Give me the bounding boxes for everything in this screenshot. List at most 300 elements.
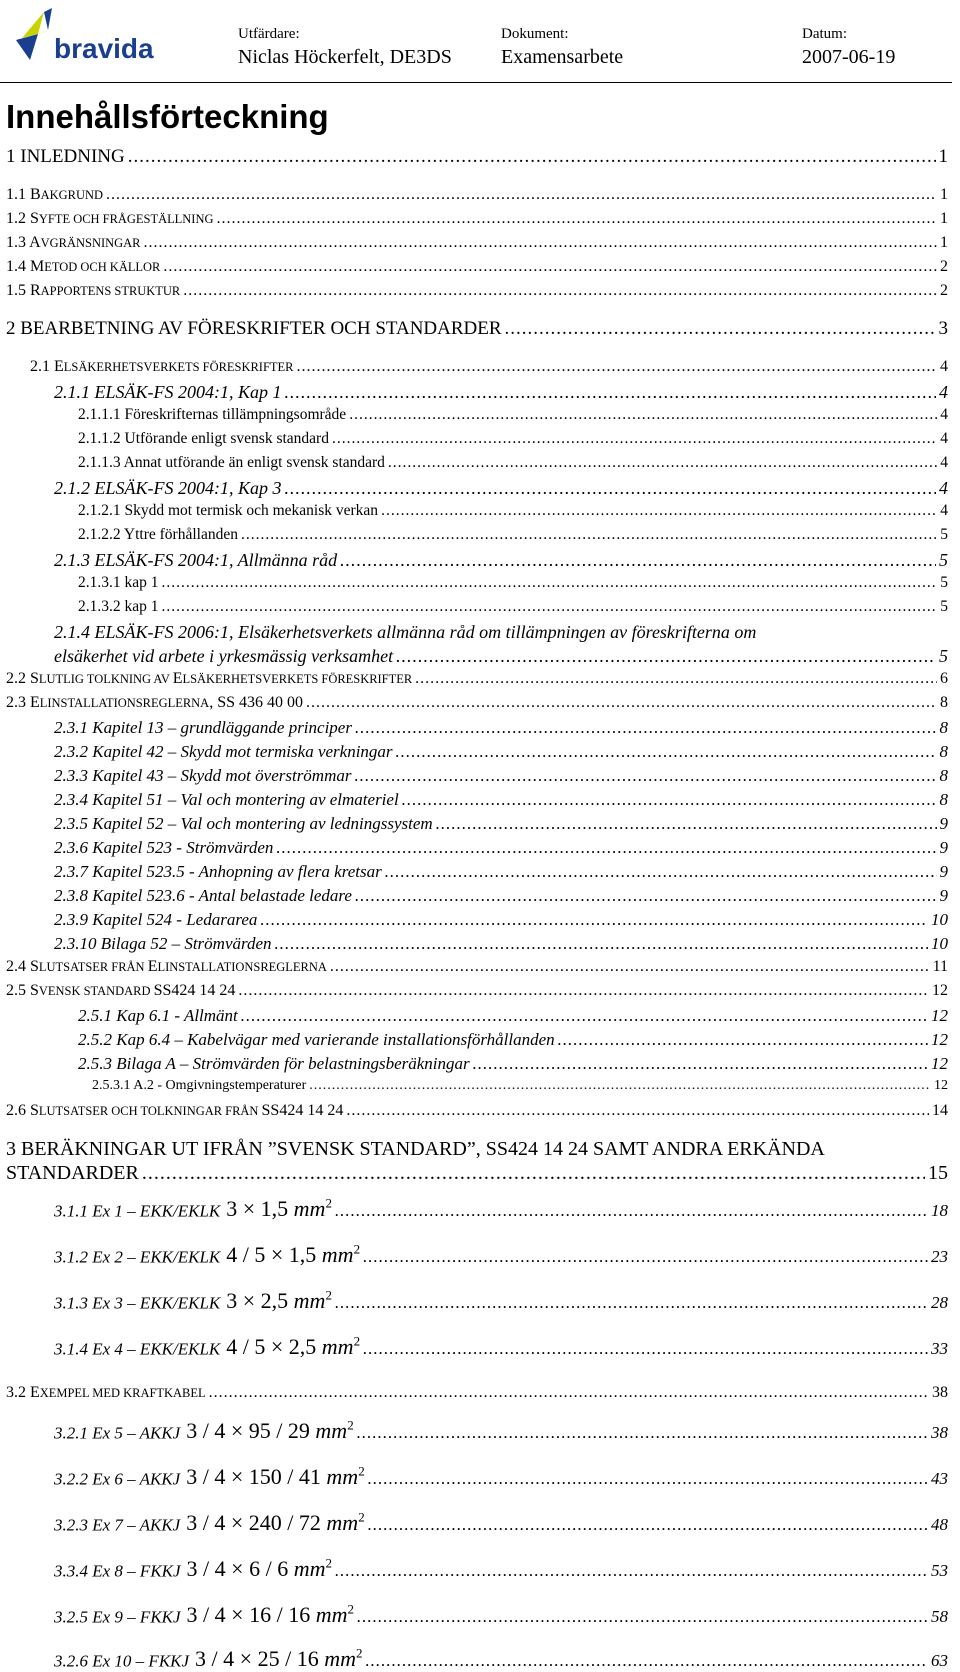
toc-entry[interactable] — [6, 258, 948, 276]
toc-entry-text: elsäkerhet vid arbete i yrkesmässig verksamhet — [54, 646, 394, 666]
toc-entry-label — [6, 670, 412, 688]
toc-entry[interactable] — [78, 430, 948, 448]
formula-area: 6 / 6 — [249, 1556, 289, 1582]
date-label: Datum: — [802, 26, 847, 42]
toc-entry-text: 1.2 S — [6, 210, 39, 227]
leader-dots — [473, 1054, 928, 1074]
toc-entry-text: 1.3 A — [6, 234, 41, 251]
toc-entry-label — [54, 766, 351, 786]
toc-entry-text: 2.3.8 Kapitel 523.6 - Antal belastade ledare — [54, 886, 352, 905]
document-block — [501, 26, 623, 70]
toc-entry[interactable] — [54, 382, 948, 403]
toc-entry[interactable] — [6, 670, 948, 688]
toc-entry[interactable] — [78, 1054, 948, 1074]
formula-unit: mm — [315, 1602, 348, 1628]
toc-entry[interactable] — [6, 210, 948, 228]
toc-entry[interactable] — [54, 550, 948, 571]
toc-page-number: 33 — [931, 1339, 948, 1359]
toc-page-number: 8 — [939, 742, 948, 761]
toc-entry[interactable] — [54, 1288, 948, 1314]
issuer-block — [238, 26, 452, 70]
toc-entry-label — [54, 1556, 332, 1582]
toc-entry-text: 2.1.2.1 Skydd mot termisk och mekanisk verkan — [78, 502, 379, 519]
toc-entry-label — [54, 550, 337, 571]
toc-entry[interactable] — [54, 1510, 948, 1536]
toc-entry-label — [78, 574, 159, 592]
toc-entry[interactable] — [54, 1646, 948, 1672]
toc-entry-label — [6, 186, 103, 204]
toc-page-number: 4 — [939, 478, 948, 498]
toc-entry[interactable] — [78, 454, 948, 472]
toc-page-number: 8 — [939, 766, 948, 785]
toc-entry-text: 2.1.3 ELSÄK-FS 2004:1, Allmänna råd — [54, 550, 338, 570]
toc-page-number: 5 — [940, 574, 948, 591]
cable-formula — [226, 1334, 360, 1359]
formula-conductors: 3 — [226, 1196, 238, 1222]
toc-page-number: 9 — [939, 838, 948, 857]
leader-dots — [363, 1339, 928, 1359]
leader-dots — [335, 1561, 928, 1581]
leader-dots — [385, 862, 937, 882]
leader-dots — [296, 358, 937, 376]
cable-formula — [226, 1288, 332, 1313]
toc-entry-label — [6, 958, 327, 976]
toc-entry-label — [54, 838, 273, 858]
toc-entry[interactable] — [54, 478, 948, 499]
toc-entry-label — [6, 982, 235, 1000]
toc-page-number: 11 — [932, 958, 948, 975]
formula-unit: mm — [321, 1242, 354, 1268]
toc-entry[interactable] — [6, 234, 948, 252]
leader-dots — [142, 1162, 925, 1185]
toc-entry-text: 2.1.2 ELSÄK-FS 2004:1, Kap 3 — [54, 478, 282, 498]
multiply-sign: × — [234, 1646, 258, 1672]
toc-entry-text: E — [147, 958, 158, 975]
formula-exponent: 2 — [325, 1196, 332, 1211]
toc-entry[interactable] — [54, 1196, 948, 1222]
toc-entry-text: 3 BERÄKNINGAR UT IFRÅN ”SVENSK STANDARD”, SS424 14 24 SAMT ANDRA ERKÄNDA — [6, 1138, 825, 1160]
toc-page-number: 53 — [931, 1561, 948, 1581]
toc-entry[interactable] — [54, 886, 948, 906]
toc-entry-text: 2.3.2 Kapitel 42 – Skydd mot termiska verkningar — [54, 742, 393, 761]
toc-entry-text: SS424 14 24 — [261, 1102, 344, 1119]
toc-page-number: 4 — [940, 358, 948, 375]
toc-entry-label — [54, 934, 272, 954]
toc-page-number: 12 — [931, 1054, 948, 1073]
leader-dots — [162, 598, 938, 616]
toc-entry-label — [6, 234, 140, 252]
toc-page-number: 4 — [940, 502, 948, 519]
leader-dots — [368, 1469, 928, 1489]
leader-dots — [355, 886, 937, 906]
toc-entry-continuation[interactable] — [6, 1162, 948, 1185]
formula-unit: mm — [315, 1418, 348, 1444]
page-title: Innehållsförteckning — [6, 98, 329, 135]
toc-page-number: 48 — [931, 1515, 948, 1535]
toc-entry[interactable] — [78, 526, 948, 544]
leader-dots — [355, 718, 937, 738]
multiply-sign: × — [237, 1288, 261, 1314]
toc-entry-text: 3.3.4 Ex 8 – FKKJ — [54, 1561, 181, 1581]
toc-entry-smallcaps: ETOD OCH KÄLLOR — [44, 260, 161, 274]
toc-entry[interactable] — [54, 790, 948, 810]
toc-entry-label — [54, 862, 382, 882]
toc-entry-label — [78, 502, 378, 520]
toc-page-number: 5 — [940, 598, 948, 615]
date-value: 2007-06-19 — [802, 46, 896, 68]
toc-page-number: 5 — [939, 646, 948, 666]
leader-dots — [368, 1515, 928, 1535]
leader-dots — [335, 1293, 928, 1313]
toc-entry-smallcaps: LUTSATSER FRÅN — [38, 960, 148, 974]
formula-conductors: 3 / 4 — [186, 1464, 226, 1490]
toc-entry-label — [54, 1464, 365, 1490]
formula-conductors: 4 / 5 — [226, 1334, 266, 1360]
toc-page-number: 63 — [931, 1651, 948, 1671]
toc-entry[interactable] — [54, 1556, 948, 1582]
toc-page-number: 12 — [931, 1030, 948, 1049]
toc-entry-text: 3.2.3 Ex 7 – AKKJ — [54, 1515, 181, 1535]
toc-entry-text: 2.6 S — [6, 1102, 39, 1119]
toc-entry-label — [54, 1196, 332, 1222]
formula-exponent: 2 — [325, 1556, 332, 1571]
toc-entry-text: E — [172, 670, 183, 687]
toc-entry-text: 2.3.6 Kapitel 523 - Strömvärden — [54, 838, 274, 857]
toc-entry-text: 2.5.2 Kap 6.4 – Kabelvägar med varierande installationsförhållanden — [78, 1030, 555, 1049]
leader-dots — [332, 430, 937, 448]
toc-entry-text: 2.3 E — [6, 694, 40, 711]
leader-dots — [505, 318, 936, 340]
toc-entry[interactable] — [54, 1242, 948, 1268]
toc-page-number: 58 — [931, 1607, 948, 1627]
toc-entry-text: 2.1 E — [30, 358, 64, 375]
cable-formula — [187, 1602, 354, 1627]
formula-conductors: 3 / 4 — [186, 1510, 226, 1536]
toc-entry-smallcaps: VENSK STANDARD — [38, 984, 154, 998]
formula-conductors: 3 — [226, 1288, 238, 1314]
toc-entry-label — [6, 146, 125, 168]
page-header — [0, 0, 952, 83]
toc-page-number: 1 — [940, 210, 948, 227]
leader-dots — [275, 934, 928, 954]
toc-entry-label — [6, 1384, 206, 1402]
toc-entry[interactable] — [92, 1078, 948, 1094]
toc-entry[interactable] — [54, 1464, 948, 1490]
formula-exponent: 2 — [353, 1334, 361, 1349]
formula-conductors: 3 / 4 — [195, 1646, 235, 1672]
toc-entry-label — [6, 210, 213, 228]
leader-dots — [396, 646, 936, 667]
toc-entry-text: 1.5 R — [6, 282, 41, 299]
toc-entry[interactable] — [6, 282, 948, 300]
formula-exponent: 2 — [353, 1242, 361, 1257]
formula-area: 95 / 29 — [248, 1418, 310, 1444]
toc-entry[interactable] — [6, 146, 948, 168]
formula-unit: mm — [293, 1196, 326, 1222]
toc-entry-text: 3.2.2 Ex 6 – AKKJ — [54, 1469, 181, 1489]
formula-exponent: 2 — [358, 1464, 365, 1479]
toc-entry-label — [54, 478, 282, 499]
toc-entry[interactable] — [78, 598, 948, 616]
toc-page-number: 12 — [932, 982, 948, 999]
toc-entry-continuation[interactable] — [54, 646, 948, 667]
toc-entry[interactable] — [54, 622, 948, 643]
toc-page-number: 9 — [939, 886, 948, 905]
multiply-sign: × — [225, 1418, 249, 1444]
formula-exponent: 2 — [347, 1602, 354, 1617]
toc-entry-text: 3.1.2 Ex 2 – EKK/EKLK — [54, 1247, 221, 1267]
toc-entry-text: 2.1.1.1 Föreskrifternas tillämpningsområde — [78, 406, 347, 423]
cable-formula — [226, 1196, 332, 1221]
toc-entry-label — [54, 1242, 360, 1268]
leader-dots — [260, 910, 928, 930]
toc-entry-label — [54, 742, 393, 762]
toc-entry-text: 2 BEARBETNING AV FÖRESKRIFTER OCH STANDARDER — [6, 318, 502, 339]
date-block — [802, 26, 895, 70]
leader-dots — [357, 1607, 928, 1627]
leader-dots — [128, 146, 936, 168]
toc-page-number: 2 — [940, 282, 948, 299]
toc-entry[interactable] — [54, 862, 948, 882]
toc-entry[interactable] — [6, 982, 948, 1000]
toc-entry-text: 2.5.3 Bilaga A – Strömvärden för belastningsberäkningar — [78, 1054, 470, 1073]
leader-dots — [241, 526, 937, 544]
toc-entry-text: 3.1.4 Ex 4 – EKK/EKLK — [54, 1339, 221, 1359]
cable-formula — [186, 1418, 353, 1443]
toc-page-number: 3 — [938, 318, 948, 339]
toc-entry-label — [54, 1334, 360, 1360]
toc-entry[interactable] — [6, 1138, 948, 1161]
toc-entry[interactable] — [54, 814, 948, 834]
toc-entry-text: 1.4 M — [6, 258, 45, 275]
toc-entry-smallcaps: AKGRUND — [40, 188, 104, 202]
leader-dots — [388, 454, 937, 472]
toc-page-number: 28 — [931, 1293, 948, 1313]
leader-dots — [238, 982, 929, 1000]
toc-entry-label — [54, 1288, 332, 1314]
toc-entry-label — [78, 526, 238, 544]
toc-entry-label — [54, 1602, 354, 1628]
formula-conductors: 3 / 4 — [186, 1602, 226, 1628]
formula-area: 2,5 — [260, 1288, 289, 1314]
toc-entry-smallcaps: LUTSATSER OCH TOLKNINGAR FRÅN — [38, 1104, 262, 1118]
toc-entry-text: 1 INLEDNING — [6, 146, 125, 167]
cable-formula — [195, 1646, 362, 1671]
toc-entry-text: STANDARDER — [6, 1162, 139, 1184]
toc-entry-label — [54, 886, 352, 906]
toc-entry-label — [54, 1510, 365, 1536]
formula-unit: mm — [293, 1556, 326, 1582]
toc-entry-text: 2.2 S — [6, 670, 39, 687]
toc-entry[interactable] — [6, 1384, 948, 1402]
leader-dots — [285, 382, 937, 403]
formula-unit: mm — [326, 1464, 359, 1490]
document-label: Dokument: — [501, 26, 569, 42]
multiply-sign: × — [237, 1196, 261, 1222]
toc-entry-text: 2.3.7 Kapitel 523.5 - Anhopning av flera kretsar — [54, 862, 382, 881]
leader-dots — [354, 766, 936, 786]
toc-entry-label — [54, 1646, 363, 1672]
toc-entry[interactable] — [6, 694, 948, 712]
toc-entry[interactable] — [78, 574, 948, 592]
toc-entry-text: 2.3.9 Kapitel 524 - Ledararea — [54, 910, 258, 929]
svg-text:bravida: bravida — [54, 33, 154, 64]
toc-entry-label — [6, 1102, 343, 1120]
toc-page-number: 4 — [940, 430, 948, 447]
toc-entry[interactable] — [54, 1418, 948, 1444]
toc-entry-label — [54, 1418, 354, 1444]
toc-page-number: 5 — [940, 526, 948, 543]
toc-entry-label — [78, 406, 346, 424]
formula-area: 25 / 16 — [257, 1646, 319, 1672]
formula-exponent: 2 — [347, 1418, 354, 1433]
toc-page-number: 8 — [939, 718, 948, 737]
toc-entry[interactable] — [6, 186, 948, 204]
toc-entry[interactable] — [54, 766, 948, 786]
toc-entry-smallcaps: LINSTALLATIONSREGLERNA — [157, 960, 327, 974]
formula-unit: mm — [293, 1288, 326, 1314]
formula-exponent: 2 — [356, 1646, 363, 1661]
toc-entry-label — [78, 1054, 470, 1074]
leader-dots — [415, 670, 937, 688]
toc-entry[interactable] — [54, 934, 948, 954]
leader-dots — [106, 186, 937, 204]
formula-unit: mm — [321, 1334, 354, 1360]
issuer-label: Utfärdare: — [238, 26, 300, 42]
toc-entry[interactable] — [54, 742, 948, 762]
toc-entry-text: 3.1.3 Ex 3 – EKK/EKLK — [54, 1293, 221, 1313]
leader-dots — [363, 1247, 928, 1267]
leader-dots — [346, 1102, 929, 1120]
formula-conductors: 3 / 4 — [186, 1556, 226, 1582]
formula-area: 1,5 — [260, 1196, 289, 1222]
toc-page-number: 15 — [928, 1162, 948, 1184]
toc-page-number: 43 — [931, 1469, 948, 1489]
formula-exponent: 2 — [325, 1288, 332, 1303]
toc-entry-label — [92, 1078, 306, 1094]
toc-entry[interactable] — [54, 1334, 948, 1360]
toc-page-number: 38 — [931, 1423, 948, 1443]
toc-page-number: 14 — [932, 1102, 948, 1119]
toc-page-number: 1 — [940, 186, 948, 203]
toc-page-number: 2 — [940, 258, 948, 275]
leader-dots — [357, 1423, 928, 1443]
toc-entry-text: 2.4 S — [6, 958, 39, 975]
toc-entry[interactable] — [6, 958, 948, 976]
toc-entry-label — [6, 1138, 825, 1161]
toc-entry-label — [54, 790, 399, 810]
toc-entry[interactable] — [30, 358, 948, 376]
toc-entry[interactable] — [78, 502, 948, 520]
multiply-sign: × — [265, 1334, 289, 1360]
toc-entry-text: 2.1.1.2 Utförande enligt svensk standard — [78, 430, 329, 447]
leader-dots — [396, 742, 937, 762]
toc-entry-text: 2.3.1 Kapitel 13 – grundläggande principer — [54, 718, 352, 737]
toc-entry[interactable] — [54, 1602, 948, 1628]
toc-entry-label — [54, 814, 433, 834]
formula-area: 150 / 41 — [248, 1464, 321, 1490]
toc-entry-label — [6, 694, 303, 712]
toc-entry-text: 2.5.1 Kap 6.1 - Allmänt — [78, 1006, 238, 1025]
toc-entry-smallcaps: LUTLIG TOLKNING AV — [38, 672, 173, 686]
toc-entry[interactable] — [54, 838, 948, 858]
toc-entry-smallcaps: VGRÄNSNINGAR — [40, 236, 141, 250]
leader-dots — [330, 958, 930, 976]
toc-entry[interactable] — [6, 318, 948, 340]
toc-entry-label — [6, 282, 180, 300]
leader-dots — [436, 814, 937, 834]
toc-entry-text: 2.1.2.2 Yttre förhållanden — [78, 526, 238, 543]
toc-entry[interactable] — [54, 718, 948, 738]
toc-page-number: 5 — [939, 550, 948, 570]
toc-entry[interactable] — [6, 1102, 948, 1120]
multiply-sign: × — [225, 1602, 250, 1628]
toc-entry-text: 1.1 B — [6, 186, 41, 203]
toc-entry-text: 2.1.3.2 kap 1 — [78, 598, 159, 615]
toc-entry-label — [54, 910, 257, 930]
toc-entry-text: 2.1.1 ELSÄK-FS 2004:1, Kap 1 — [54, 382, 282, 402]
toc-page-number: 12 — [934, 1078, 948, 1093]
bravida-logo — [8, 4, 158, 68]
formula-conductors: 4 / 5 — [226, 1242, 266, 1268]
multiply-sign: × — [265, 1242, 289, 1268]
cable-formula — [226, 1242, 360, 1267]
toc-entry[interactable] — [78, 1006, 948, 1026]
toc-entry[interactable] — [78, 1030, 948, 1050]
toc-entry-label — [54, 622, 756, 643]
toc-entry-text: 3.2.5 Ex 9 – FKKJ — [54, 1607, 181, 1627]
cable-formula — [187, 1556, 332, 1581]
toc-entry-text: 2.3.5 Kapitel 52 – Val och montering av ledningssystem — [54, 814, 433, 833]
toc-entry-text: 2.3.4 Kapitel 51 – Val och montering av elmateriel — [54, 790, 399, 809]
toc-entry-label — [54, 382, 282, 403]
toc-entry[interactable] — [54, 910, 948, 930]
multiply-sign: × — [225, 1510, 249, 1536]
toc-entry-text: 3.2 E — [6, 1384, 40, 1401]
toc-entry-label — [78, 1030, 555, 1050]
leader-dots — [381, 502, 937, 520]
toc-entry-smallcaps: XEMPEL MED KRAFTKABEL — [39, 1386, 206, 1400]
leader-dots — [143, 234, 937, 252]
toc-entry-label — [6, 258, 160, 276]
toc-entry-text: 2.1.3.1 kap 1 — [78, 574, 159, 591]
toc-page-number: 38 — [932, 1384, 948, 1401]
toc-page-number: 9 — [939, 862, 948, 881]
leader-dots — [366, 1651, 929, 1671]
toc-page-number: 8 — [940, 694, 948, 711]
formula-conductors: 3 / 4 — [186, 1418, 226, 1444]
formula-exponent: 2 — [358, 1510, 365, 1525]
toc-page-number: 10 — [931, 910, 948, 929]
toc-entry-label — [78, 454, 385, 472]
leader-dots — [340, 550, 936, 571]
toc-entry-text: 2.3.3 Kapitel 43 – Skydd mot överströmmar — [54, 766, 352, 785]
toc-entry-label — [6, 318, 502, 340]
toc-page-number: 8 — [939, 790, 948, 809]
leader-dots — [216, 210, 937, 228]
toc-entry-text: 2.3.10 Bilaga 52 – Strömvärden — [54, 934, 272, 953]
toc-page-number: 23 — [931, 1247, 948, 1267]
leader-dots — [163, 258, 937, 276]
toc-entry[interactable] — [78, 406, 948, 424]
leader-dots — [335, 1201, 928, 1221]
leader-dots — [209, 1384, 929, 1402]
toc-page-number: 1 — [940, 234, 948, 251]
leader-dots — [306, 694, 937, 712]
toc-entry-text: 2.5.3.1 A.2 - Omgivningstemperaturer — [92, 1078, 307, 1093]
toc-entry-label — [54, 646, 393, 667]
issuer-value: Niclas Höckerfelt, DE3DS — [238, 46, 452, 68]
